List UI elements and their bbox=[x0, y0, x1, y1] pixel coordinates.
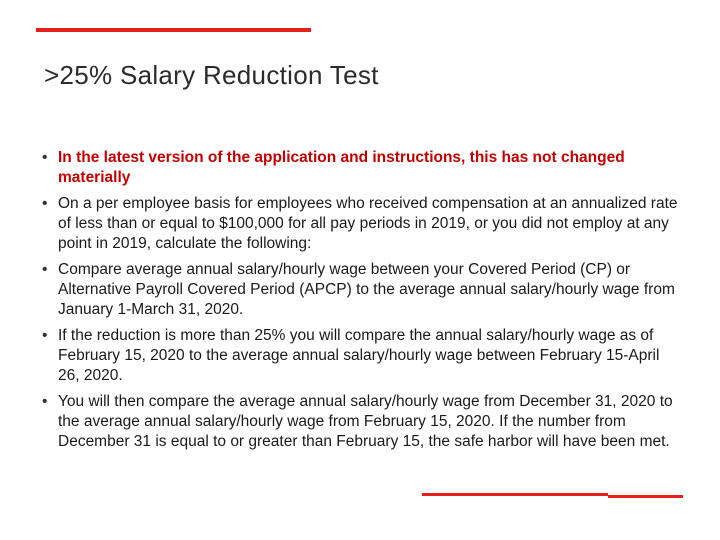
bullet-dot-icon: • bbox=[42, 327, 48, 344]
bullet-item-reduction bbox=[42, 326, 682, 386]
bullet-dot-icon: • bbox=[42, 261, 48, 278]
bullet-text: In the latest version of the application and instructions, this has not changed materially bbox=[58, 149, 625, 186]
bullet-dot-icon: • bbox=[42, 393, 48, 410]
bottom-accent-rule bbox=[458, 493, 608, 496]
bullet-list bbox=[42, 148, 682, 458]
slide-title: >25% Salary Reduction Test bbox=[44, 60, 379, 90]
bullet-text: If the reduction is more than 25% you will compare the annual salary/hourly wage as of February 15, 2020 to the average annual salary/hourly wage between February 15-April 26, 2020. bbox=[58, 327, 660, 384]
bullet-text: Compare average annual salary/hourly wage between your Covered Period (CP) or Alternative Payroll Covered Period (APCP) to the average annual salary/hourly wage from January 1-March 31, 2020. bbox=[58, 261, 675, 318]
bottom-accent-rule bbox=[422, 493, 458, 496]
top-accent-rule bbox=[36, 28, 311, 32]
bottom-accent-rule bbox=[608, 495, 683, 498]
bullet-dot-icon: • bbox=[42, 149, 48, 166]
bullet-text: On a per employee basis for employees who received compensation at an annualized rate of less than or equal to $100,000 for all pay periods in 2019, or you did not employ at any point in 2019, calculate the following: bbox=[58, 195, 678, 252]
bullet-text: You will then compare the average annual salary/hourly wage from December 31, 2020 to the average annual salary/hourly wage from February 15, 2020. If the number from December 31 is equal to or greater than February 15, the safe harbor will have been met. bbox=[58, 393, 673, 450]
bullet-item-per-employee bbox=[42, 194, 682, 254]
bullet-item-latest-version bbox=[42, 148, 682, 188]
bullet-item-compare-average bbox=[42, 260, 682, 320]
bullet-dot-icon: • bbox=[42, 195, 48, 212]
bullet-item-safe-harbor bbox=[42, 392, 682, 452]
